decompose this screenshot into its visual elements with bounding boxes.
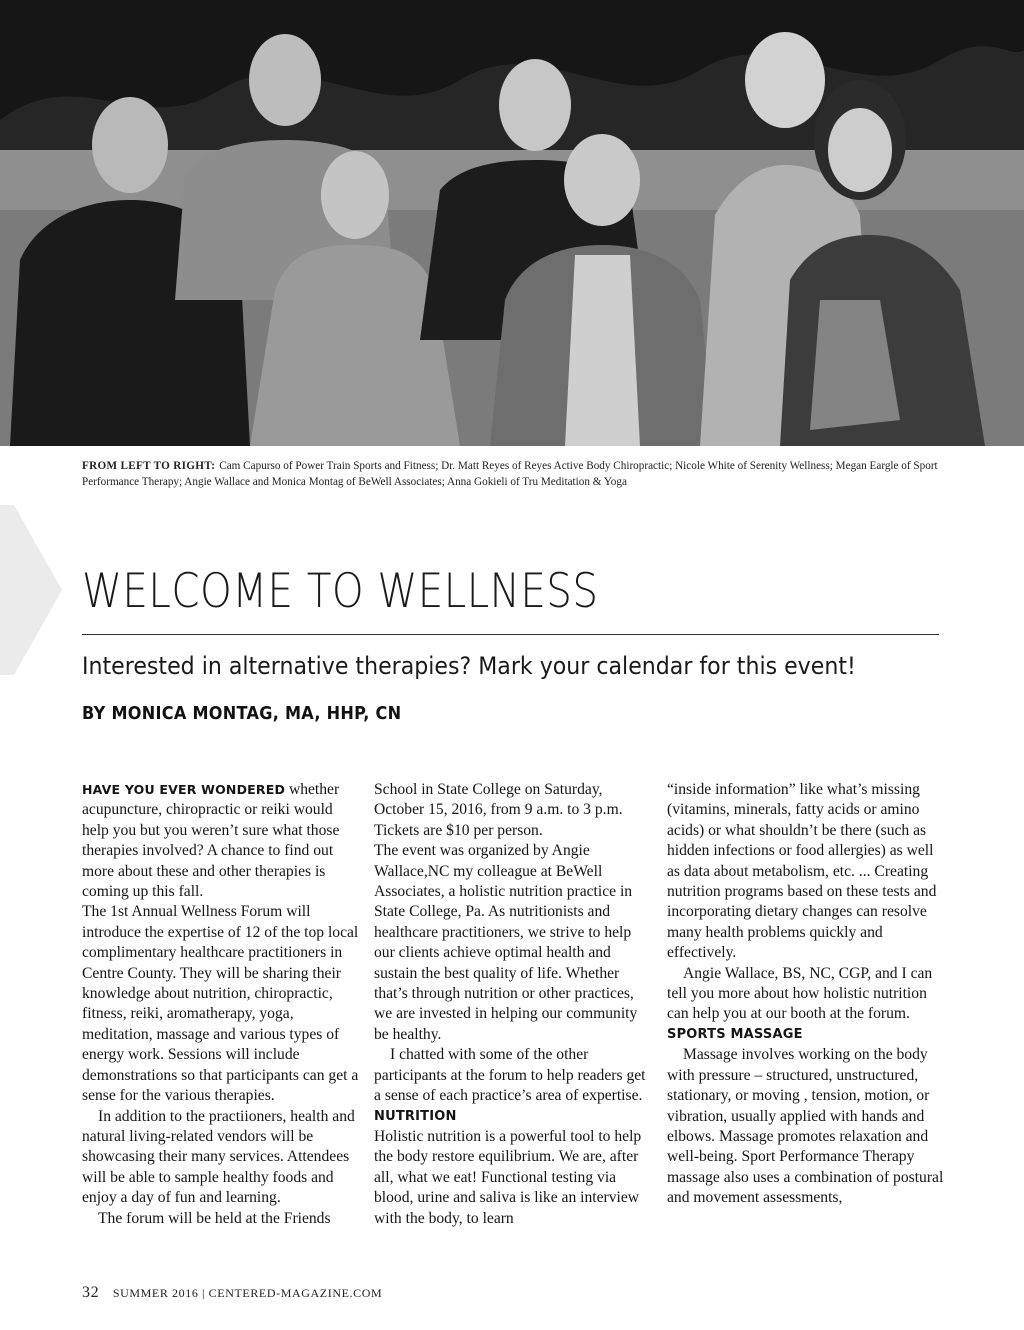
footer-separator: | bbox=[202, 1286, 206, 1300]
issue-label: SUMMER 2016 bbox=[112, 1286, 199, 1300]
paragraph-text: whether acupuncture, chiropractic or reiki would help you but you weren’t sure what those therapies involved? A chance to find out more about these and other therapies is coming up this fall. bbox=[82, 781, 340, 901]
site-link[interactable]: CENTERED-MAGAZINE.COM bbox=[208, 1286, 383, 1300]
paragraph: The 1st Annual Wellness Forum will introduce the expertise of 12 of the top local complimentary healthcare practitioners in Centre County. They will be sharing their knowledge about nutrition, chiropractic, fitness, reiki, aromatherapy, yoga, meditation, massage and various types of energy work. Sessions will include demonstrations so that participants can get a sense for the various therapies. bbox=[82, 903, 359, 1105]
paragraph: Holistic nutrition is a powerful tool to help the body restore equilibrium. We are, after all, what we eat! Functional testing via blood, urine and saliva is like an interview with the body, to learn bbox=[374, 1127, 642, 1227]
photo-caption bbox=[82, 458, 942, 490]
paragraph: The forum will be held at the Friends bbox=[98, 1209, 331, 1227]
column-3 bbox=[667, 780, 947, 1209]
section-heading-nutrition: NUTRITION bbox=[374, 1108, 457, 1124]
page-number: 32 bbox=[82, 1284, 100, 1301]
paragraph: Massage involves working on the body with pressure – structured, unstructured, stationary, or moving , tension, motion, or vibration, usually applied with hands and elbows. Massage promotes relaxation and well-being. Sport Performance Therapy massage also uses a combination of postural and movement assessments, bbox=[667, 1046, 944, 1207]
article-byline: BY MONICA MONTAG, MA, HHP, CN bbox=[82, 704, 402, 724]
article-subtitle: Interested in alternative therapies? Mark your calendar for this event! bbox=[82, 652, 856, 680]
lead-in: HAVE YOU EVER WONDERED bbox=[82, 782, 286, 797]
chevron-right-decoration bbox=[0, 505, 62, 675]
paragraph: In addition to the practiioners, health and natural living-related vendors will be showcasing their many services. Attendees will be able to sample healthy foods and enjoy a day of fun and learning. bbox=[82, 1107, 355, 1207]
group-photo-illustration bbox=[0, 0, 1024, 446]
paragraph: The event was organized by Angie Wallace,NC my colleague at BeWell Associates, a holistic nutrition practice in State College, Pa. As nutritionists and healthcare practitioners, we strive to help our clients achieve optimal health and sustain the best quality of life. Whether that’s through nutrition or other practices, we are invested in helping our community be healthy. bbox=[374, 842, 638, 1043]
section-heading-sports-massage: SPORTS MASSAGE bbox=[667, 1026, 803, 1042]
caption-text: Cam Capurso of Power Train Sports and Fitness; Dr. Matt Reyes of Reyes Active Body Chiropractic; Nicole White of Serenity Wellness; Megan Eargle of Sport Performance Therapy; Angie Wallace and Monica Montag of BeWell Associates; Anna Gokieli of Tru Meditation & Yoga bbox=[82, 460, 938, 488]
column-2 bbox=[374, 780, 654, 1229]
column-1 bbox=[82, 780, 362, 1229]
paragraph: Angie Wallace, BS, NC, CGP, and I can tell you more about how holistic nutrition can help you at our booth at the forum. bbox=[667, 964, 933, 1023]
page-footer bbox=[82, 1284, 382, 1302]
paragraph: I chatted with some of the other participants at the forum to help readers get a sense of each practice’s area of expertise. bbox=[374, 1046, 646, 1105]
caption-label: FROM LEFT TO RIGHT: bbox=[82, 460, 216, 472]
paragraph: School in State College on Saturday, October 15, 2016, from 9 a.m. to 3 p.m. Tickets are $10 per person. bbox=[374, 781, 623, 839]
article-title: WELCOME TO WELLNESS bbox=[82, 564, 599, 619]
group-photo bbox=[0, 0, 1024, 446]
paragraph bbox=[82, 780, 362, 902]
title-divider bbox=[82, 634, 939, 635]
paragraph: “inside information” like what’s missing (vitamins, minerals, fatty acids or amino acids) or what shouldn’t be there (such as hidden infections or food allergies) as well as data about metabolism, etc. ... Creating nutrition programs based on these tests and incorporating dietary changes can resolve many health problems quickly and effectively. bbox=[667, 781, 937, 962]
